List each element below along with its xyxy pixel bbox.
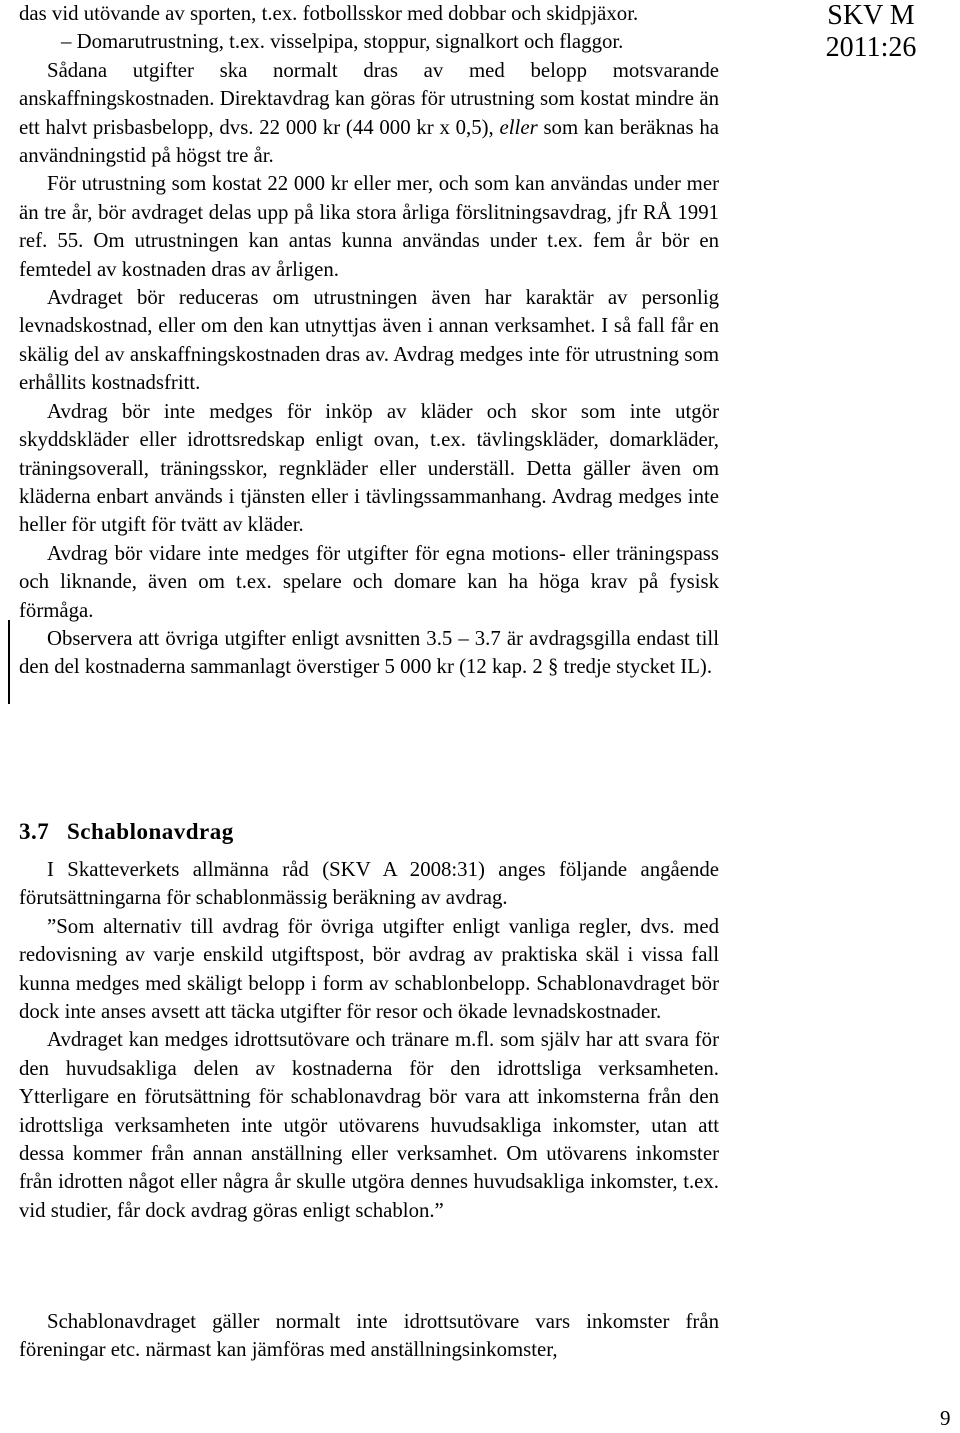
section-heading (19, 814, 234, 850)
document-series: SKV M (827, 0, 915, 31)
document-reference (782, 0, 960, 64)
change-bar (8, 620, 10, 704)
paragraph: Avdrag bör vidare inte medges för utgifter för egna motions- eller träningspass och liknande, även om t.ex. spelare och domare kan ha höga krav på fysisk förmåga. (19, 541, 719, 622)
paragraph (19, 57, 719, 171)
paragraph: Schablonavdraget gäller normalt inte idrottsutövare vars inkomster från föreningar etc. närmast kan jämföras med anställningsinkomster, (19, 1310, 719, 1362)
paragraph: I Skatteverkets allmänna råd (SKV A 2008:31) anges följande angående förutsättningarna för schablonmässig beräkning av avdrag. (19, 858, 719, 910)
main-text-bottom (19, 1308, 719, 1365)
list-item: – Domarutrustning, t.ex. visselpipa, stoppur, signalkort och flaggor. (61, 30, 624, 54)
quoted-paragraph: ”Som alternativ till avdrag för övriga utgifter enligt vanliga regler, dvs. med redovisning av varje enskild utgiftspost, bör avdrag av praktiska skäl i vissa fall kunna medges med skäligt belopp i form av schablonbelopp. Schablonavdraget bör dock inte anses avsett att täcka utgifter för resor och ökade levnadskostnader. (19, 914, 719, 1024)
paragraph: För utrustning som kostat 22 000 kr eller mer, och som kan användas under mer än tre år, bör avdraget delas upp på lika stora årliga förslitningsavdrag, jfr RÅ 1991 ref. 55. Om utrustningen kan antas kunna användas under t.ex. fem år bör en femtedel av kostnaden dras av årligen. (19, 172, 719, 281)
main-text-section (19, 856, 719, 1225)
page-number: 9 (940, 1406, 951, 1430)
paragraph-text: Sådana utgifter ska normalt dras av med belopp motsvarande anskaffningskostnaden. Direktavdrag kan göras för utrustning som kostat mindre än ett halvt prisbasbelopp, dvs. 22 000 kr (44 000 kr x 0,5), (19, 58, 719, 139)
paragraph: Avdraget bör reduceras om utrustningen även har karaktär av personlig levnadskostnad, eller om den kan utnyttjas även i annan verksamhet. I så fall får en skälig del av anskaffningskostnaden dras av. Avdrag medges inte för utrustning som erhållits kostnadsfritt. (19, 286, 719, 395)
emphasis: eller (499, 115, 538, 139)
paragraph: Avdrag bör inte medges för inköp av kläder och skor som inte utgör skyddskläder eller idrottsredskap enligt ovan, t.ex. tävlingskläder, domarkläder, träningsoverall, träningsskor, regnkläder eller underställ. Detta gäller även om kläderna enbart används i tjänsten eller i tävlingssammanhang. Avdrag medges inte heller för utgift för tvätt av kläder. (19, 399, 719, 537)
paragraph: Observera att övriga utgifter enligt avsnitten 3.5 – 3.7 är avdragsgilla endast till den del kostnaderna sammanlagt överstiger 5 000 kr (12 kap. 2 § tredje stycket IL). (19, 626, 719, 679)
document-number: 2011:26 (825, 32, 917, 63)
main-text-top (19, 0, 719, 682)
quoted-paragraph: Avdraget kan medges idrottsutövare och tränare m.fl. som själv har att svara för den huvudsakliga delen av kostnaderna för den idrottsliga verksamheten. Ytterligare en förutsättning för schablonavdrag bör vara att inkomsterna från den idrottsliga verksamheten inte utgör utövarens huvudsakliga inkomster, utan att dessa kommer från annan anställning eller verksamhet. Om utövarens inkomster från idrotten något eller några år skulle utgöra dennes huvudsakliga inkomster, t.ex. vid studier, får dock avdrag göras enligt schablon.” (19, 1028, 719, 1222)
section-number: 3.7 (19, 819, 50, 844)
paragraph-text: som kan beräknas ha användningstid på högst tre år. (19, 115, 720, 168)
section-title: Schablonavdrag (67, 819, 234, 844)
paragraph: das vid utövande av sporten, t.ex. fotbollsskor med dobbar och skidpjäxor. (19, 2, 639, 25)
